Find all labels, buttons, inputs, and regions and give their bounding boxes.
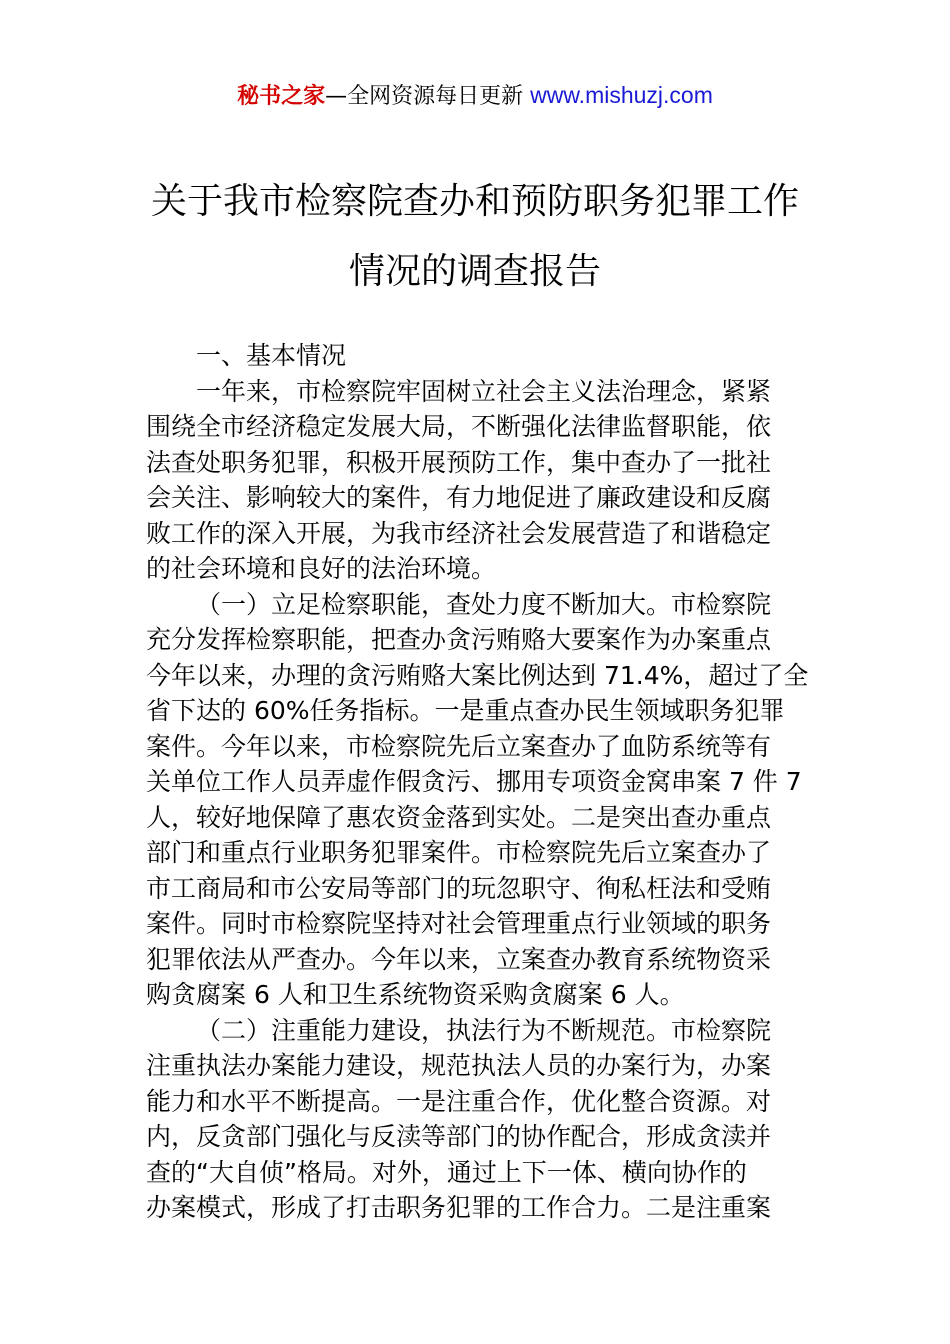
document-title-line-2: 情况的调查报告 [348,251,601,292]
paragraph-line: 犯罪依法从严查办。今年以来，立案查办教育系统物资采 [146,944,772,974]
paragraph-line: 败工作的深入开展，为我市经济社会发展营造了和谐稳定 [146,518,772,548]
paragraph-line: 市工商局和市公安局等部门的玩忽职守、徇私枉法和受贿 [146,873,772,903]
document-title-line-1: 关于我市检察院查办和预防职务犯罪工作 [150,181,799,222]
paragraph-line: 案件。同时市检察院坚持对社会管理重点行业领域的职务 [146,909,772,938]
paragraph-line: 注重执法办案能力建设，规范执法人员的办案行为，办案 [146,1051,772,1080]
paragraph-line: 案件。今年以来，市检察院先后立案查办了血防系统等有 [146,731,772,761]
brand-name: 秘书之家 [237,84,326,109]
paragraph-line: 办案模式，形成了打击职务犯罪的工作合力。二是注重案 [146,1193,772,1222]
paragraph-line: 会关注、影响较大的案件，有力地促进了廉政建设和反腐 [146,483,772,512]
paragraph-line: 法查处职务犯罪，积极开展预防工作，集中查办了一批社 [146,447,772,477]
paragraph-line: 购贪腐案 6 人和卫生系统物资采购贪腐案 6 人。 [146,980,685,1009]
paragraph-line: 查的“大自侦”格局。对外，通过上下一体、横向协作的 [146,1157,747,1187]
site-url-link[interactable]: www.mishuzj.com [530,82,713,108]
subsection-line: （二）注重能力建设，执法行为不断规范。市检察院 [196,1015,772,1045]
paragraph-line: 部门和重点行业职务犯罪案件。市检察院先后立案查办了 [146,838,772,867]
paragraph-line: 人，较好地保障了惠农资金落到实处。二是突出查办重点 [146,802,772,832]
header-tagline: —全网资源每日更新 [325,84,531,109]
paragraph-line: 今年以来，办理的贪污贿赂大案比例达到 71.4%，超过了全 [146,660,808,690]
section-heading: 一、基本情况 [196,341,347,370]
document-body [146,338,808,1226]
paragraph-line: 充分发挥检察职能，把查办贪污贿赂大要案作为办案重点 [146,625,772,654]
paragraph-line: 的社会环境和良好的法治环境。 [146,554,497,583]
paragraph-line: 围绕全市经济稳定发展大局，不断强化法律监督职能，依 [146,412,772,441]
subsection-line: （一）立足检察职能，查处力度不断加大。市检察院 [196,589,772,619]
paragraph-line: 能力和水平不断提高。一是注重合作，优化整合资源。对 [146,1086,772,1116]
paragraph-line: 一年来，市检察院牢固树立社会主义法治理念，紧紧 [196,376,772,406]
site-header [0,80,950,112]
paragraph-line: 内，反贪部门强化与反渎等部门的协作配合，形成贪渎并 [146,1122,772,1151]
paragraph-line: 省下达的 60%任务指标。一是重点查办民生领域职务犯罪 [146,696,785,725]
paragraph-line: 关单位工作人员弄虚作假贪污、挪用专项资金窝串案 7 件 7 [146,767,802,796]
